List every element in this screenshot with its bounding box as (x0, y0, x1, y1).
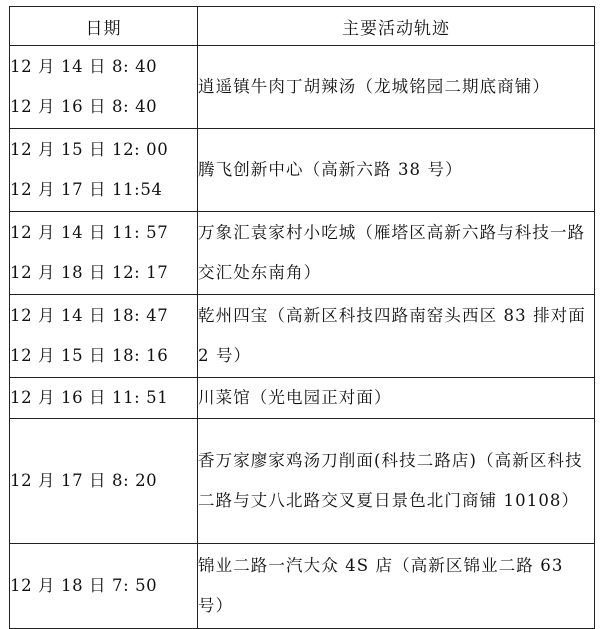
place-name: 乾州四宝（高新区科技四路南窑头西区 83 排对面 2 号） (198, 306, 586, 365)
date-cell (10, 46, 198, 129)
place-cell (198, 378, 595, 419)
place-name: 香万家廖家鸡汤刀削面(科技二路店)（高新区科技二路与丈八北路交叉夏日景色北门商铺 10108） (198, 451, 583, 510)
visit-time: 12 月 14 日 18: 47 (10, 306, 169, 325)
column-header-activity: 主要活动轨迹 (198, 7, 595, 46)
place-cell (198, 295, 595, 378)
date-cell (10, 129, 198, 212)
table-row (10, 419, 595, 544)
activity-trail-table (9, 6, 595, 629)
visit-time: 12 月 17 日 11:54 (10, 180, 163, 199)
place-name: 逍遥镇牛肉丁胡辣汤（龙城铭园二期底商铺） (198, 77, 550, 96)
date-cell (10, 378, 198, 419)
table-row (10, 46, 595, 129)
visit-time: 12 月 16 日 11: 51 (10, 388, 169, 407)
place-cell (198, 129, 595, 212)
visit-time: 12 月 18 日 7: 50 (10, 576, 158, 595)
date-cell (10, 212, 198, 295)
place-name: 腾飞创新中心（高新六路 38 号） (198, 160, 463, 179)
place-cell (198, 419, 595, 544)
visit-time: 12 月 15 日 18: 16 (10, 346, 169, 365)
place-name: 川菜馆（光电园正对面） (198, 388, 392, 407)
visit-time: 12 月 17 日 8: 20 (10, 471, 158, 490)
visit-time: 12 月 16 日 8: 40 (10, 97, 158, 116)
table-row (10, 378, 595, 419)
place-cell (198, 212, 595, 295)
place-cell (198, 46, 595, 129)
place-name: 万象汇袁家村小吃城（雁塔区高新六路与科技一路交汇处东南角） (198, 223, 586, 282)
visit-time: 12 月 18 日 12: 17 (10, 263, 169, 282)
date-cell (10, 419, 198, 544)
table-row (10, 129, 595, 212)
table-header-row (10, 7, 595, 46)
table-row (10, 295, 595, 378)
visit-time: 12 月 14 日 8: 40 (10, 57, 158, 76)
place-name: 锦业二路一汽大众 4S 店（高新区锦业二路 63 号） (198, 556, 564, 615)
visit-time: 12 月 15 日 12: 00 (10, 140, 169, 159)
column-header-date: 日期 (10, 7, 198, 46)
date-cell (10, 295, 198, 378)
table-row (10, 212, 595, 295)
visit-time: 12 月 14 日 11: 57 (10, 223, 169, 242)
